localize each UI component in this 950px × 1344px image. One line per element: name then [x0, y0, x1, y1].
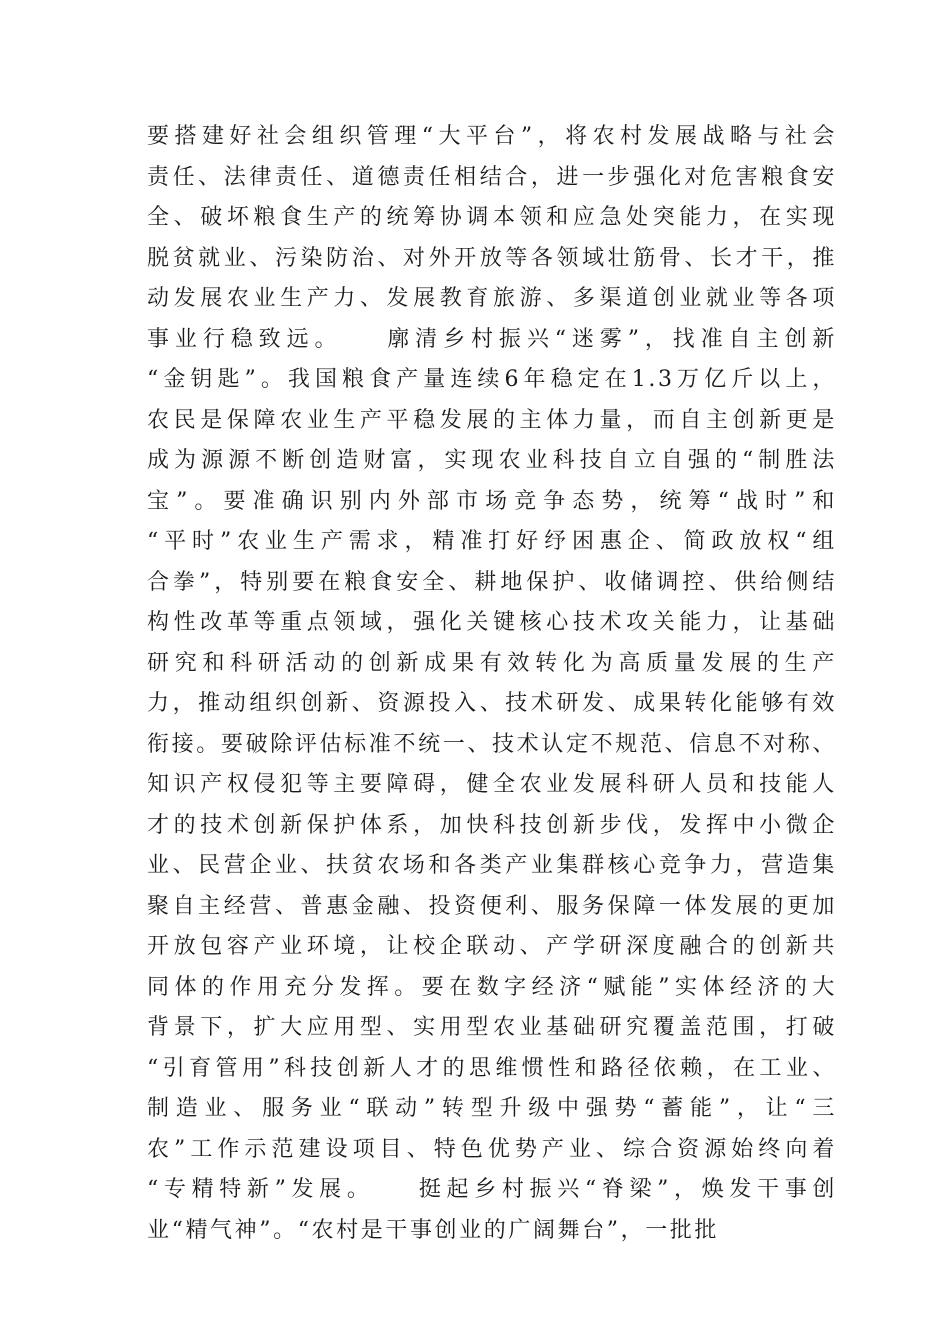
text-line: 聚自主经营、普惠金融、投资便利、服务保障一体发展的更加 [147, 893, 837, 919]
body-text [147, 117, 837, 1251]
text-line: 背景下，扩大应用型、实用型农业基础研究覆盖范围，打破 [147, 1015, 837, 1040]
text-line: 责任、法律责任、道德责任相结合，进一步强化对危害粮食安 [147, 164, 837, 190]
text-line: 宝”。要准确识别内外部市场竞争态势，统筹“战时”和 [147, 488, 837, 514]
text-line: 开放包容产业环境，让校企联动、产学研深度融合的创新共 [147, 934, 837, 959]
text-line: “引育管用”科技创新人才的思维惯性和路径依赖，在工业、 [147, 1055, 837, 1081]
text-line: 脱贫就业、污染防治、对外开放等各领域壮筋骨、长才干，推 [147, 245, 837, 271]
text-line: 业、民营企业、扶贫农场和各类产业集群核心竞争力，营造集 [147, 853, 837, 878]
text-line: “平时”农业生产需求，精准打好纾困惠企、简政放权“组 [147, 529, 837, 554]
text-line: 同体的作用充分发挥。要在数字经济“赋能”实体经济的大 [147, 974, 837, 1000]
text-line: 农”工作示范建设项目、特色优势产业、综合资源始终向着 [147, 1136, 837, 1162]
text-line: 农民是保障农业生产平稳发展的主体力量，而自主创新更是 [147, 407, 837, 433]
text-line: 全、破坏粮食生产的统筹协调本领和应急处突能力，在实现 [147, 205, 837, 230]
text-line: 才的技术创新保护体系，加快科技创新步伐，发挥中小微企 [147, 812, 837, 838]
text-line: 知识产权侵犯等主要障碍，健全农业发展科研人员和技能人 [147, 772, 837, 797]
text-line: 动发展农业生产力、发展教育旅游、多渠道创业就业等各项 [147, 286, 837, 311]
text-line: 制造业、服务业“联动”转型升级中强势“蓄能”，让“三 [147, 1096, 837, 1121]
text-line: 衔接。要破除评估标准不统一、技术认定不规范、信息不对称、 [147, 731, 837, 757]
text-line: 力，推动组织创新、资源投入、技术研发、成果转化能够有效 [147, 691, 837, 716]
text-line: 构性改革等重点领域，强化关键核心技术攻关能力，让基础 [147, 610, 837, 635]
text-line: 研究和科研活动的创新成果有效转化为高质量发展的生产 [147, 650, 837, 676]
text-line: 业“精气神”。“农村是干事创业的广阔舞台”，一批批 [147, 1217, 719, 1243]
text-line: “专精特新”发展。 挺起乡村振兴“脊梁”，焕发干事创 [147, 1177, 837, 1202]
text-line: “金钥匙”。我国粮食产量连续6年稳定在1.3万亿斤以上， [147, 367, 837, 392]
text-line: 合拳”，特别要在粮食安全、耕地保护、收储调控、供给侧结 [147, 569, 837, 595]
text-line: 成为源源不断创造财富，实现农业科技自立自强的“制胜法 [147, 448, 837, 473]
text-line: 事业行稳致远。 廓清乡村振兴“迷雾”，找准自主创新 [147, 326, 837, 352]
text-line: 要搭建好社会组织管理“大平台”，将农村发展战略与社会 [147, 124, 837, 149]
